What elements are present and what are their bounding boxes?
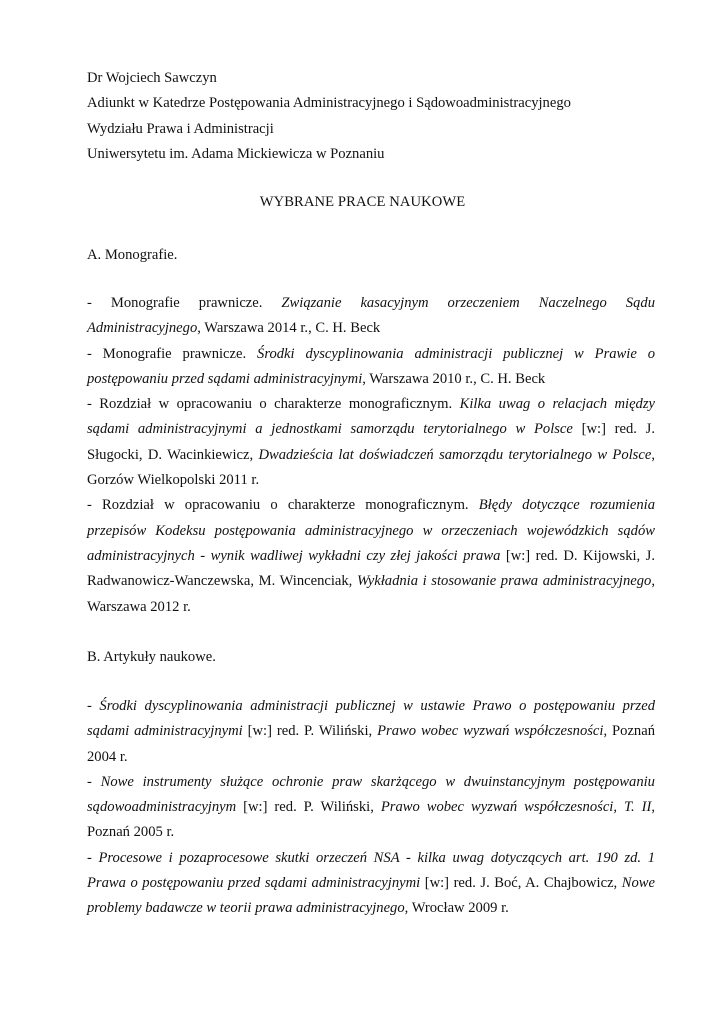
publication-entry: - Środki dyscyplinowania administracji publicznej w ustawie Prawo o postępowaniu przed sądami administracyjnymi [w:] red. P. Wiliński, Prawo wobec wyzwań współczesności, Poznań 2004 r. — [87, 698, 655, 765]
publication-entry: - Procesowe i pozaprocesowe skutki orzeczeń NSA - kilka uwag dotyczących art. 190 zd. 1 Prawa o postępowaniu przed sądami administracyjnymi [w:] red. J. Boć, A. Chajbowicz, Nowe problemy badawcze w teorii prawa administracyjnego, Wrocław 2009 r. — [87, 849, 655, 917]
author-faculty: Wydziału Prawa i Administracji — [87, 120, 274, 137]
section-a-heading: A. Monografie. — [87, 247, 178, 263]
author-position: Adiunkt w Katedrze Postępowania Administracyjnego i Sądowoadministracyjnego — [87, 95, 571, 112]
author-university: Uniwersytetu im. Adama Mickiewicza w Poznaniu — [87, 145, 385, 162]
publication-entry: - Rozdział w opracowaniu o charakterze monograficznym. Błędy dotyczące rozumienia przepisów Kodeksu postępowania administracyjnego w orzeczeniach wojewódzkich sądów administracyjnych - wynik wadliwej wykładni czy złej jakości prawa [w:] red. D. Kijowski, J. Radwanowicz-Wanczewska, M. Wincenciak, Wykładnia i stosowanie prawa administracyjnego, Warszawa 2012 r. — [87, 497, 656, 615]
section-b-heading: B. Artykuły naukowe. — [87, 649, 216, 665]
author-name: Dr Wojciech Sawczyn — [87, 70, 217, 86]
author-header — [87, 66, 571, 167]
section-a-entries — [87, 291, 655, 620]
publication-entry: - Monografie prawnicze. Związanie kasacyjnym orzeczeniem Naczelnego Sądu Administracyjnego, Warszawa 2014 r., C. H. Beck — [87, 295, 655, 337]
publication-entry: - Rozdział w opracowaniu o charakterze monograficznym. Kilka uwag o relacjach między sądami administracyjnymi a jednostkami samorządu terytorialnego w Polsce [w:] red. J. Sługocki, D. Wacinkiewicz, Dwadzieścia lat doświadczeń samorządu terytorialnego w Polsce, Gorzów Wielkopolski 2011 r. — [87, 396, 656, 489]
publication-entry: - Nowe instrumenty służące ochronie praw skarżącego w dwuinstancyjnym postępowaniu sądowoadministracyjnym [w:] red. P. Wiliński, Prawo wobec wyzwań współczesności, T. II, Poznań 2005 r. — [87, 773, 655, 841]
document-title: WYBRANE PRACE NAUKOWE — [259, 194, 466, 210]
section-b-entries — [87, 694, 655, 922]
publication-entry: - Monografie prawnicze. Środki dyscyplinowania administracji publicznej w Prawie o postępowaniu przed sądami administracyjnymi, Warszawa 2010 r., C. H. Beck — [87, 345, 656, 387]
